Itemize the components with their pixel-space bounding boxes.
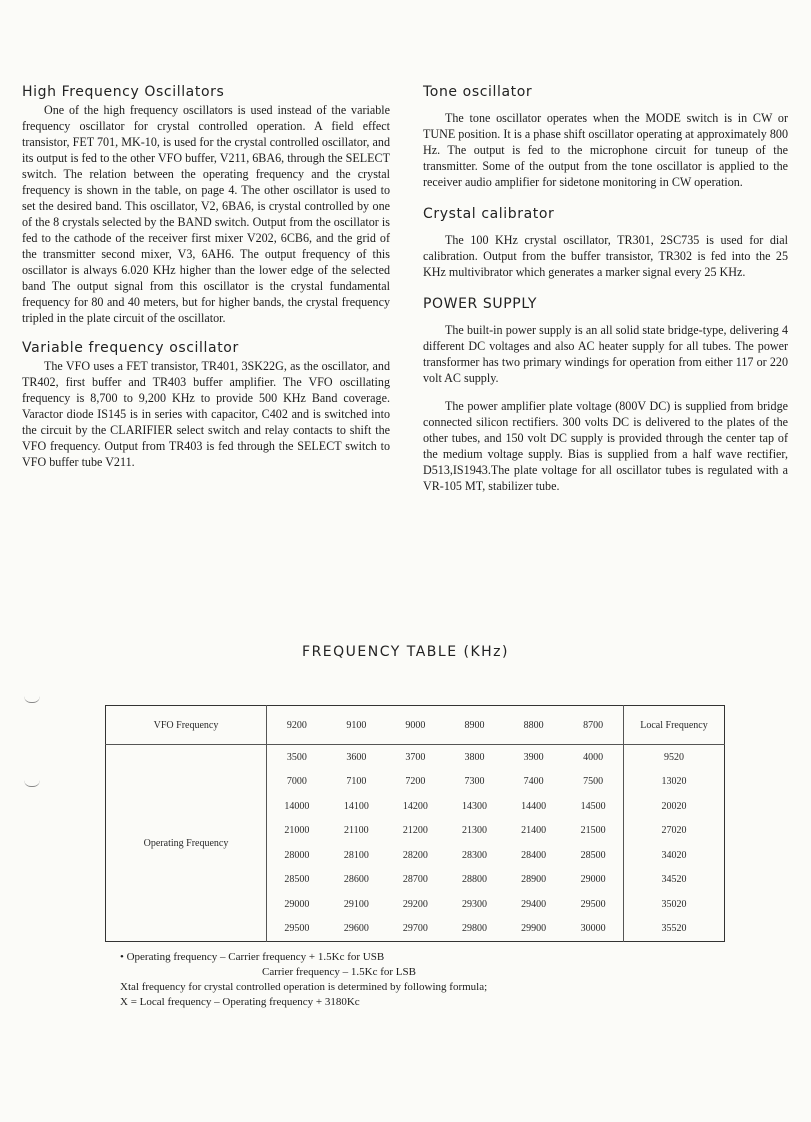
section: [423, 206, 788, 280]
section: [423, 296, 788, 494]
operating-frequency-cell: 28000: [284, 849, 310, 861]
operating-frequency-cell: 7500: [583, 776, 604, 788]
operating-frequency-cell: 29500: [580, 898, 606, 910]
margin-mark: [24, 696, 40, 703]
operating-frequency-cell: 29000: [284, 898, 310, 910]
operating-frequency-cell: 14000: [284, 800, 310, 812]
local-frequency-cell: 34520: [624, 868, 725, 893]
vfo-value-header: 8700: [563, 706, 623, 745]
operating-frequency-cell: 7100: [346, 776, 367, 788]
operating-frequency-cell: 3500: [286, 751, 307, 763]
operating-frequency-cell: 29400: [521, 898, 547, 910]
operating-frequency-cell: 14100: [343, 800, 369, 812]
section: [423, 84, 788, 190]
note-line: • Operating frequency – Carrier frequency + 1.5Kc for USB: [120, 951, 385, 963]
table-title: FREQUENCY TABLE (KHz): [302, 644, 509, 660]
operating-frequency-cell: 7400: [523, 776, 544, 788]
note-line: Xtal frequency for crystal controlled operation is determined by following formula;: [120, 981, 488, 993]
vfo-value-header: 9000: [386, 706, 445, 745]
operating-frequency-cell: 29100: [343, 898, 369, 910]
operating-frequency-cell: 29900: [521, 923, 547, 935]
note-line: X = Local frequency – Operating frequency + 3180Kc: [120, 996, 360, 1008]
local-frequency-cell: 9520: [624, 745, 725, 770]
frequency-table: [105, 705, 725, 942]
body-paragraph: The VFO uses a FET transistor, TR401, 3SK22G, as the oscillator, and TR402, first buffer and TR403 buffer amplifier. The VFO oscillating frequency is 8,700 to 9,200 KHz to provide 500 KHz Band coverage. Varactor diode IS145 is in series with capacitor, C402 and is switched into the circuit by the CLARIFIER select switch and relay contacts to shift the VFO frequency. Output from TR403 is fed through the SELECT switch to VFO buffer tube V211.: [22, 359, 390, 469]
operating-frequency-cell: 21100: [344, 825, 369, 837]
body-paragraph: One of the high frequency oscillators is used instead of the variable frequency oscillator for crystal controlled operation. A field effect transistor, FET 701, MK-10, is used for the crystal controlled oscillator, and its output is fed to the other VFO buffer, V211, 6BA6, through the SELECT switch. The relation between the operating frequency and the crystal frequency is shown in the table, on page 4. The other oscillator is used to set the desired band. This oscillator, V2, 6BA6, is crystal controlled by one of the 8 crystals selected by the BAND switch. Output from the oscillator is fed to the cathode of the receiver first mixer V202, 6CB6, and the grid of the transmitter second mixer, V3, 6AH6. The output frequency of this oscillator is always 6.020 KHz higher than the lower edge of the selected band The output signal from this oscillator is the crystal fundamental frequency for 80 and 40 meters, but for higher bands, the crystal frequency tripled in the plate circuit of the oscillator.: [22, 103, 390, 325]
body-paragraph: The built-in power supply is an all solid state bridge-type, delivering 4 different DC voltages and also AC heater supply for all tubes. The power transformer has two primary windings for operation from either 117 or 220 volt AC supply.: [423, 323, 788, 385]
local-frequency-cell: 35520: [624, 917, 725, 942]
operating-frequency-cell: 28800: [462, 874, 488, 886]
operating-frequency-label: Operating Frequency: [106, 745, 267, 942]
operating-frequency-cell: 28300: [462, 849, 488, 861]
operating-frequency-cell: 28100: [343, 849, 369, 861]
operating-frequency-cell: 29000: [580, 874, 606, 886]
section-heading: Tone oscillator: [423, 84, 533, 100]
section-heading: High Frequency Oscillators: [22, 84, 225, 100]
operating-frequency-cell: 28700: [402, 874, 428, 886]
operating-frequency-cell: 3700: [405, 751, 426, 763]
table-row: [106, 745, 725, 770]
operating-frequency-cell: 14400: [521, 800, 547, 812]
vfo-value-header: 8800: [504, 706, 563, 745]
operating-frequency-cell: 3600: [346, 751, 367, 763]
operating-frequency-cell: 21000: [284, 825, 310, 837]
section-heading: POWER SUPPLY: [423, 296, 538, 312]
right-column: [423, 84, 788, 510]
operating-frequency-cell: 7000: [286, 776, 307, 788]
operating-frequency-cell: 28900: [521, 874, 547, 886]
operating-frequency-cell: 14300: [462, 800, 488, 812]
section-heading: Variable frequency oscillator: [22, 340, 239, 356]
local-frequency-cell: 27020: [624, 819, 725, 844]
operating-frequency-cell: 28200: [402, 849, 428, 861]
operating-frequency-cell: 7300: [464, 776, 485, 788]
local-frequency-header: Local Frequency: [624, 706, 725, 745]
local-frequency-cell: 35020: [624, 892, 725, 917]
operating-frequency-cell: 21200: [402, 825, 428, 837]
operating-frequency-cell: 3900: [523, 751, 544, 763]
left-column: [22, 84, 390, 484]
operating-frequency-cell: 21500: [580, 825, 606, 837]
operating-frequency-cell: 29800: [462, 923, 488, 935]
table-notes: [120, 950, 680, 1010]
table-header-row: [106, 706, 725, 745]
operating-frequency-cell: 4000: [583, 751, 604, 763]
vfo-value-header: 9200: [267, 706, 327, 745]
operating-frequency-cell: 28600: [343, 874, 369, 886]
operating-frequency-cell: 29600: [343, 923, 369, 935]
operating-frequency-cell: 29500: [284, 923, 310, 935]
operating-frequency-cell: 7200: [405, 776, 426, 788]
operating-frequency-cell: 30000: [580, 923, 606, 935]
local-frequency-cell: 13020: [624, 770, 725, 795]
local-frequency-cell: 34020: [624, 843, 725, 868]
section-heading: Crystal calibrator: [423, 206, 555, 222]
note-line: Carrier frequency – 1.5Kc for LSB: [262, 966, 416, 978]
body-paragraph: The tone oscillator operates when the MODE switch is in CW or TUNE position. It is a phase shift oscillator operating at approximately 800 Hz. The output is fed to the microphone circuit for tuneup of the transmitter. Some of the output from the tone oscillator is applied to the receiver audio amplifier for sidetone monitoring in CW operation.: [423, 111, 788, 189]
margin-mark: [24, 780, 40, 787]
operating-frequency-cell: 14200: [402, 800, 428, 812]
vfo-value-header: 9100: [327, 706, 386, 745]
operating-frequency-cell: 28500: [284, 874, 310, 886]
operating-frequency-cell: 21300: [462, 825, 488, 837]
operating-frequency-cell: 21400: [521, 825, 547, 837]
body-paragraph: The power amplifier plate voltage (800V DC) is supplied from bridge connected silicon rectifiers. 300 volts DC is delivered to the plates of the other tubes, and 150 volt DC supply is provided through the center tap of the medium voltage supply. Bias is supplied from a half wave rectifier, D513,IS1943.The plate voltage for all oscillator tubes is regulated with a VR-105 MT, stabilizer tube.: [423, 399, 788, 493]
operating-frequency-cell: 29700: [402, 923, 428, 935]
operating-frequency-cell: 29200: [402, 898, 428, 910]
local-frequency-cell: 20020: [624, 794, 725, 819]
operating-frequency-cell: 29300: [462, 898, 488, 910]
section: [22, 84, 390, 326]
operating-frequency-cell: 28400: [521, 849, 547, 861]
operating-frequency-cell: 3800: [464, 751, 485, 763]
operating-frequency-cell: 28500: [580, 849, 606, 861]
body-paragraph: The 100 KHz crystal oscillator, TR301, 2SC735 is used for dial calibration. Output from the buffer transistor, TR302 is fed into the 25 KHz multivibrator which generates a marker signal every 25 KHz.: [423, 233, 788, 279]
vfo-frequency-header: VFO Frequency: [106, 706, 267, 745]
operating-frequency-cell: 14500: [580, 800, 606, 812]
vfo-value-header: 8900: [445, 706, 504, 745]
section: [22, 340, 390, 470]
